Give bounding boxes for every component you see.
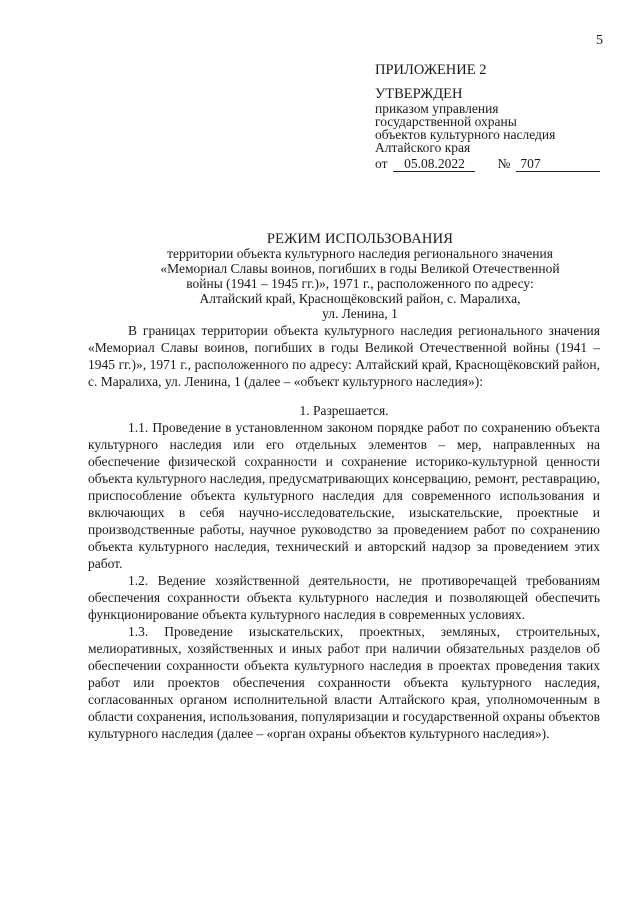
heading-line-5: ул. Ленина, 1 xyxy=(322,306,398,321)
heading-line-2: «Мемориал Славы воинов, погибших в годы Великой Отечественной xyxy=(160,261,560,276)
appendix-label: ПРИЛОЖЕНИЕ 2 xyxy=(375,62,487,78)
heading-line-3: войны (1941 – 1945 гг.)», 1971 г., расположенного по адресу: xyxy=(186,276,534,291)
heading-title: РЕЖИМ ИСПОЛЬЗОВАНИЯ xyxy=(266,231,454,247)
page-number: 5 xyxy=(596,33,603,48)
section-1-heading: 1. Разрешается. xyxy=(299,403,389,418)
item-1-3: 1.3. Проведение изыскательских, проектных, земляных, строительных, мелиоративных, хозяйственных и иных работ при наличии обязательных разделов об обеспечении сохранности объекта культурного наследия в проектах проведения таких работ или проектов обеспечения сохранности объекта культурного наследия, согласованных органом исполнительной власти Алтайского края, уполномоченным в области сохранения, использования, популяризации и государственной охраны объектов культурного наследия (далее – «орган охраны объектов культурного наследия»). xyxy=(88,624,600,741)
heading-line-1: территории объекта культурного наследия регионального значения xyxy=(167,246,553,261)
document-body xyxy=(88,322,600,742)
heading-line-4: Алтайский край, Краснощёковский район, с. Маралиха, xyxy=(199,291,521,306)
item-1-2: 1.2. Ведение хозяйственной деятельности, не противоречащей требованиям обеспечения сохранности объекта культурного наследия и позволяющей обеспечить функционирование объекта культурного наследия в современных условиях. xyxy=(88,573,600,622)
approval-line-3: объектов культурного наследия xyxy=(375,127,556,142)
number-label: № xyxy=(497,156,511,171)
approval-line-4: Алтайского края xyxy=(375,140,471,155)
approved-label: УТВЕРЖДЕН xyxy=(375,86,463,102)
document-heading xyxy=(80,232,640,321)
approval-line-1: приказом управления xyxy=(375,101,499,116)
intro-paragraph: В границах территории объекта культурного наследия регионального значения «Мемориал Славы воинов, погибших в годы Великой Отечественной войны (1941 – 1945 гг.)», 1971 г., расположенного по адресу: Алтайский край, Краснощёковский район, с. Маралиха, ул. Ленина, 1 (далее – «объект культурного наследия»): xyxy=(88,323,600,389)
approval-block xyxy=(375,62,635,172)
order-number: 707 xyxy=(516,156,600,172)
order-date-number-row xyxy=(375,156,635,172)
from-label: от xyxy=(375,156,388,171)
order-date: 05.08.2022 xyxy=(393,156,475,172)
item-1-1: 1.1. Проведение в установленном законом порядке работ по сохранению объекта культурного наследия или его отдельных элементов – мер, направленных на обеспечение физической сохранности и сохранение историко-культурной ценности объекта культурного наследия, предусматривающих консервацию, ремонт, реставрацию, приспособление объекта культурного наследия для современного использования и включающих в себя научно-исследовательские, изыскательские, проектные и производственные работы, научное руководство за проведением работ по сохранению объекта культурного наследия, технический и авторский надзор за проведением этих работ. xyxy=(88,420,600,571)
approval-line-2: государственной охраны xyxy=(375,114,517,129)
